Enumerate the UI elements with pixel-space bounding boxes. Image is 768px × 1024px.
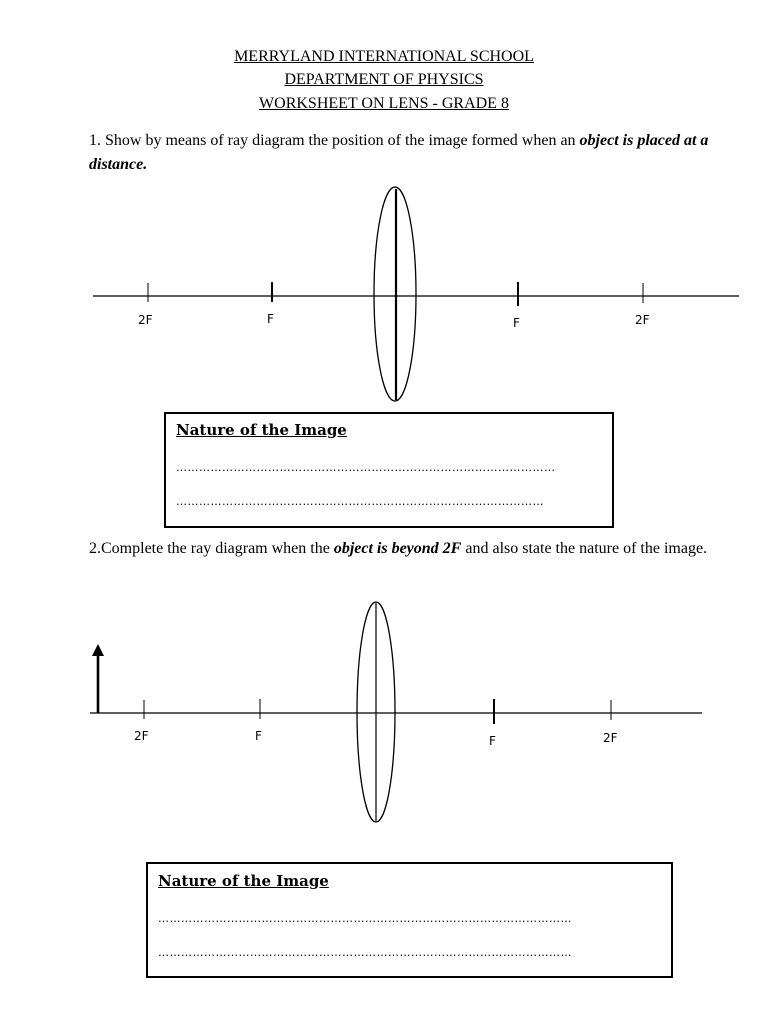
object-arrow-head xyxy=(92,644,104,656)
school-name: MERRYLAND INTERNATIONAL SCHOOL xyxy=(234,48,534,65)
box-title: Nature of the Image xyxy=(176,421,347,439)
question-1-prompt: 1. Show by means of ray diagram the position of the image formed when an xyxy=(89,132,580,149)
department-name: DEPARTMENT OF PHYSICS xyxy=(284,71,484,88)
answer-line-1[interactable]: ……………………………………………………………………………………… xyxy=(176,461,556,474)
question-2-prompt-end: and also state the nature of the image. xyxy=(461,540,708,557)
label-f-right: F xyxy=(489,734,496,748)
label-f-left: F xyxy=(267,312,274,326)
question-2-emphasis: object is beyond 2F xyxy=(333,540,462,557)
label-f-right: F xyxy=(513,316,520,330)
answer-line-1[interactable]: ……………………………………………………………………………………………… xyxy=(158,912,572,925)
box-title: Nature of the Image xyxy=(158,872,329,890)
label-f-left: F xyxy=(255,729,262,743)
label-2f-right: 2F xyxy=(603,731,618,745)
nature-of-image-box-2 xyxy=(146,862,673,978)
question-2-prompt: 2.Complete the ray diagram when the xyxy=(89,540,334,557)
worksheet-title: WORKSHEET ON LENS - GRADE 8 xyxy=(259,95,509,112)
label-2f-right: 2F xyxy=(635,313,650,327)
answer-line-2[interactable]: ……………………………………………………………………………………………… xyxy=(158,946,572,959)
question-1-emphasis: object is placed at a distance. xyxy=(89,132,709,173)
label-2f-left: 2F xyxy=(134,729,149,743)
label-2f-left: 2F xyxy=(138,313,153,327)
answer-line-2[interactable]: …………………………………………………………………………………… xyxy=(176,495,544,508)
